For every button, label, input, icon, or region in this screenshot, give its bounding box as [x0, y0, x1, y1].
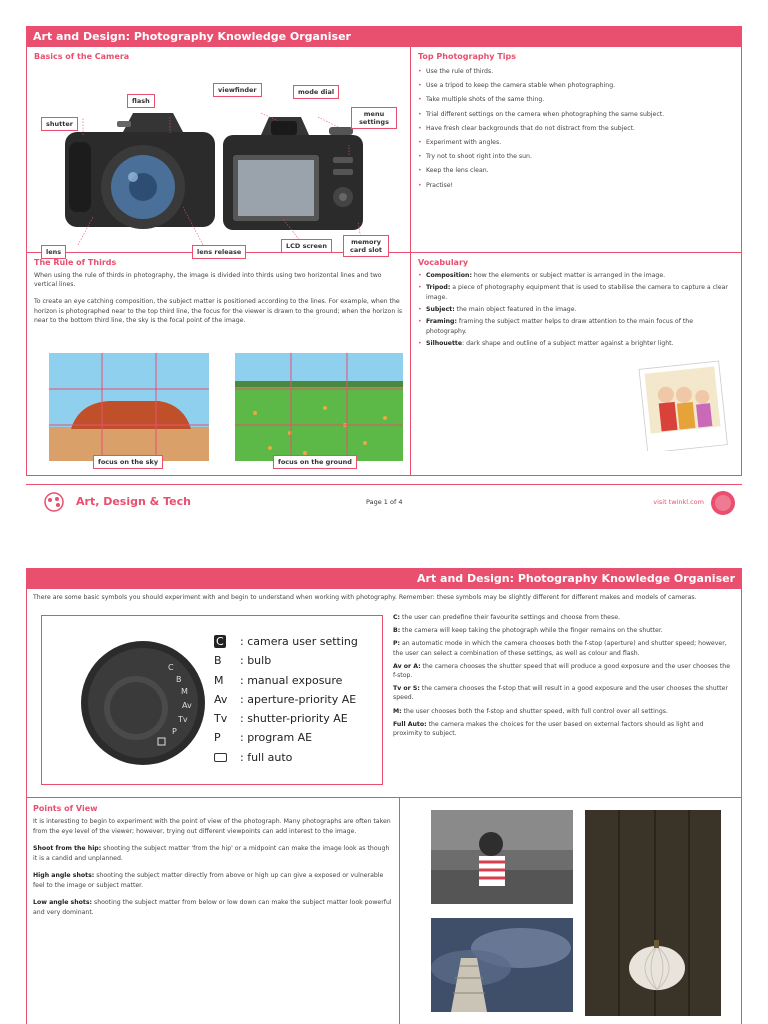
- svg-text:Av: Av: [182, 701, 192, 710]
- low-angle-tower-photo: [431, 918, 573, 1012]
- page-footer: [26, 484, 742, 520]
- page-title: Art and Design: Photography Knowledge Organiser: [27, 27, 741, 47]
- list-item: P: an automatic mode in which the camera chooses both the f-stop (aperture) and shutter speed; however, the user can select a combination of these settings, as well as colour and flash.: [393, 640, 727, 657]
- mode-descriptions: [393, 613, 733, 742]
- caption-focus-sky: focus on the sky: [93, 455, 163, 469]
- list-item: • Take multiple shots of the same thing.: [418, 93, 734, 107]
- shutter-button-icon: [117, 121, 131, 127]
- svg-text:B: B: [176, 675, 182, 684]
- camera-front-grip: [69, 142, 91, 212]
- camera-basics-section: [27, 47, 410, 256]
- svg-text:C: C: [168, 663, 174, 672]
- list-item: • Trial different settings on the camera when photographing the same subject.: [418, 108, 734, 122]
- label-viewfinder: viewfinder: [213, 83, 262, 97]
- list-item: Full Auto: the camera makes the choices for the user based on external factors should as light and proximity to subject.: [393, 720, 704, 738]
- vocab-section-title: Vocabulary: [418, 258, 469, 267]
- list-item: • Tripod: a piece of photography equipment that is used to stabilise the camera to capture a clear image.: [418, 283, 734, 303]
- list-item: C: the user can predefine their favourite settings and choose from these.: [393, 614, 620, 621]
- knowledge-organiser-page-2: [26, 568, 742, 1024]
- pov-text: [33, 804, 395, 925]
- list-item: Av : aperture-priority AE: [214, 692, 357, 706]
- thirds-section-title: The Rule of Thirds: [34, 258, 117, 267]
- points-of-view-section: [27, 797, 741, 1024]
- vertical-divider: [399, 798, 400, 1024]
- list-item: : full auto: [214, 748, 358, 767]
- pov-section-title: Points of View: [33, 804, 98, 813]
- svg-text:M: M: [181, 687, 188, 696]
- full-auto-square-icon: [214, 753, 227, 762]
- tips-section: [411, 47, 741, 252]
- viewfinder-icon: [271, 121, 297, 135]
- svg-text:P: P: [172, 727, 177, 736]
- label-memory-card-slot: memory card slot: [343, 235, 389, 257]
- list-item: • Practise!: [418, 179, 734, 193]
- mode-dial-icon: [329, 127, 353, 135]
- rule-of-thirds-section: [27, 253, 410, 475]
- vocab-list: [418, 271, 734, 349]
- list-item: • Keep the lens clean.: [418, 164, 734, 178]
- list-item: Low angle shots: shooting the subject matter from below or low down can make the subject matter look powerful and very dominant.: [33, 899, 392, 916]
- list-item: B : bulb: [214, 654, 272, 668]
- list-item: Shoot from the hip: shooting the subject matter 'from the hip' or a midpoint can make the image look as though it is a candid and unplanned.: [33, 845, 390, 862]
- list-item: • Framing: framing the subject matter helps to draw attention to the main focus of the photography.: [418, 317, 734, 337]
- list-item: B: the camera will keep taking the photograph while the finger remains on the shutter.: [393, 627, 663, 635]
- polaroid-photo: [637, 359, 729, 451]
- twinkl-badge-icon: [710, 490, 736, 516]
- brand-name: Art, Design & Tech: [76, 495, 191, 508]
- list-item: • Experiment with angles.: [418, 136, 734, 150]
- list-item: • Subject: the main object featured in the image.: [418, 305, 734, 315]
- list-item: Av or A: the camera chooses the shutter speed that will produce a good exposure and the user chooses the f-stop.: [393, 662, 731, 680]
- label-shutter: shutter: [41, 117, 78, 131]
- label-menu-settings: menu settings: [351, 107, 397, 129]
- uluru-image: [49, 353, 209, 461]
- high-angle-pumpkin-photo: [585, 810, 721, 1016]
- field-image: [235, 353, 403, 461]
- label-mode-dial: mode dial: [293, 85, 339, 99]
- hip-shot-photo: [431, 810, 573, 904]
- thirds-para-1: When using the rule of thirds in photography, the image is divided into thirds using two horizontal lines and two vertical lines.: [34, 272, 382, 289]
- list-item: • Composition: how the elements or subject matter is arranged in the image.: [418, 271, 734, 281]
- list-item: Tv : shutter-priority AE: [214, 712, 348, 726]
- thirds-para-2: To create an eye catching composition, the subject matter is positioned according to the lines. For example, when the horizon is photographed near to the top third line, the focus for the viewer is drawn to the ground; when the horizon is near to the bottom third line, the sky is the focal point of the image.: [34, 298, 403, 324]
- page1-grid: [27, 47, 741, 475]
- mode-dial-icon: [78, 638, 208, 768]
- pov-intro: It is interesting to begin to experiment with the point of view of the photograph. Many photographs are often taken from the eye level of the viewer; however, trying out different viewpoints can add interest to the image.: [33, 818, 391, 835]
- mode-dial-box: [41, 615, 383, 785]
- list-item: Tv or S: the camera chooses the f-stop that will result in a good exposure and the user chooses the shutter speed.: [393, 685, 728, 702]
- list-item: High angle shots: shooting the subject matter directly from above or high up can give a exposed or vulnerable feel to the image or subject matter.: [33, 872, 384, 889]
- list-item: • Have fresh clear backgrounds that do not distract from the subject.: [418, 122, 734, 136]
- list-item: • Use the rule of thirds.: [418, 65, 734, 79]
- list-item: • Try not to shoot right into the sun.: [418, 150, 734, 164]
- list-item: • Silhouette: dark shape and outline of a subject matter against a brighter light.: [418, 339, 734, 349]
- caption-focus-ground: focus on the ground: [273, 455, 357, 469]
- tips-section-title: Top Photography Tips: [418, 52, 516, 61]
- list-item: C : camera user setting: [216, 635, 358, 648]
- mode-symbol-list: [214, 632, 358, 767]
- svg-text:Tv: Tv: [178, 715, 188, 724]
- list-item: M: the user chooses both the f-stop and shutter speed, with full control over all settings.: [393, 707, 668, 715]
- list-item: M : manual exposure: [214, 673, 343, 687]
- list-item: • Use a tripod to keep the camera stable when photographing.: [418, 79, 734, 93]
- symbols-intro: There are some basic symbols you should experiment with and begin to understand when working with photography. Remember: these symbols may be slightly different for different makes and models of cameras.: [33, 594, 697, 601]
- label-lens-release: lens release: [192, 245, 246, 259]
- list-item: P : program AE: [214, 731, 313, 745]
- vocabulary-section: [411, 253, 741, 475]
- camera-section-title: Basics of the Camera: [34, 52, 130, 61]
- label-lcd-screen: LCD screen: [281, 239, 332, 253]
- label-lens: lens: [41, 245, 66, 259]
- page-number: Page 1 of 4: [366, 498, 403, 506]
- camera-front-prism: [123, 113, 183, 132]
- page-title: Art and Design: Photography Knowledge Organiser: [27, 569, 741, 589]
- brand-logo-icon: [40, 491, 68, 513]
- visit-link[interactable]: visit twinkl.com: [653, 498, 704, 506]
- knowledge-organiser-page-1: [26, 26, 742, 476]
- tips-list: [418, 65, 734, 193]
- label-flash: flash: [127, 94, 155, 108]
